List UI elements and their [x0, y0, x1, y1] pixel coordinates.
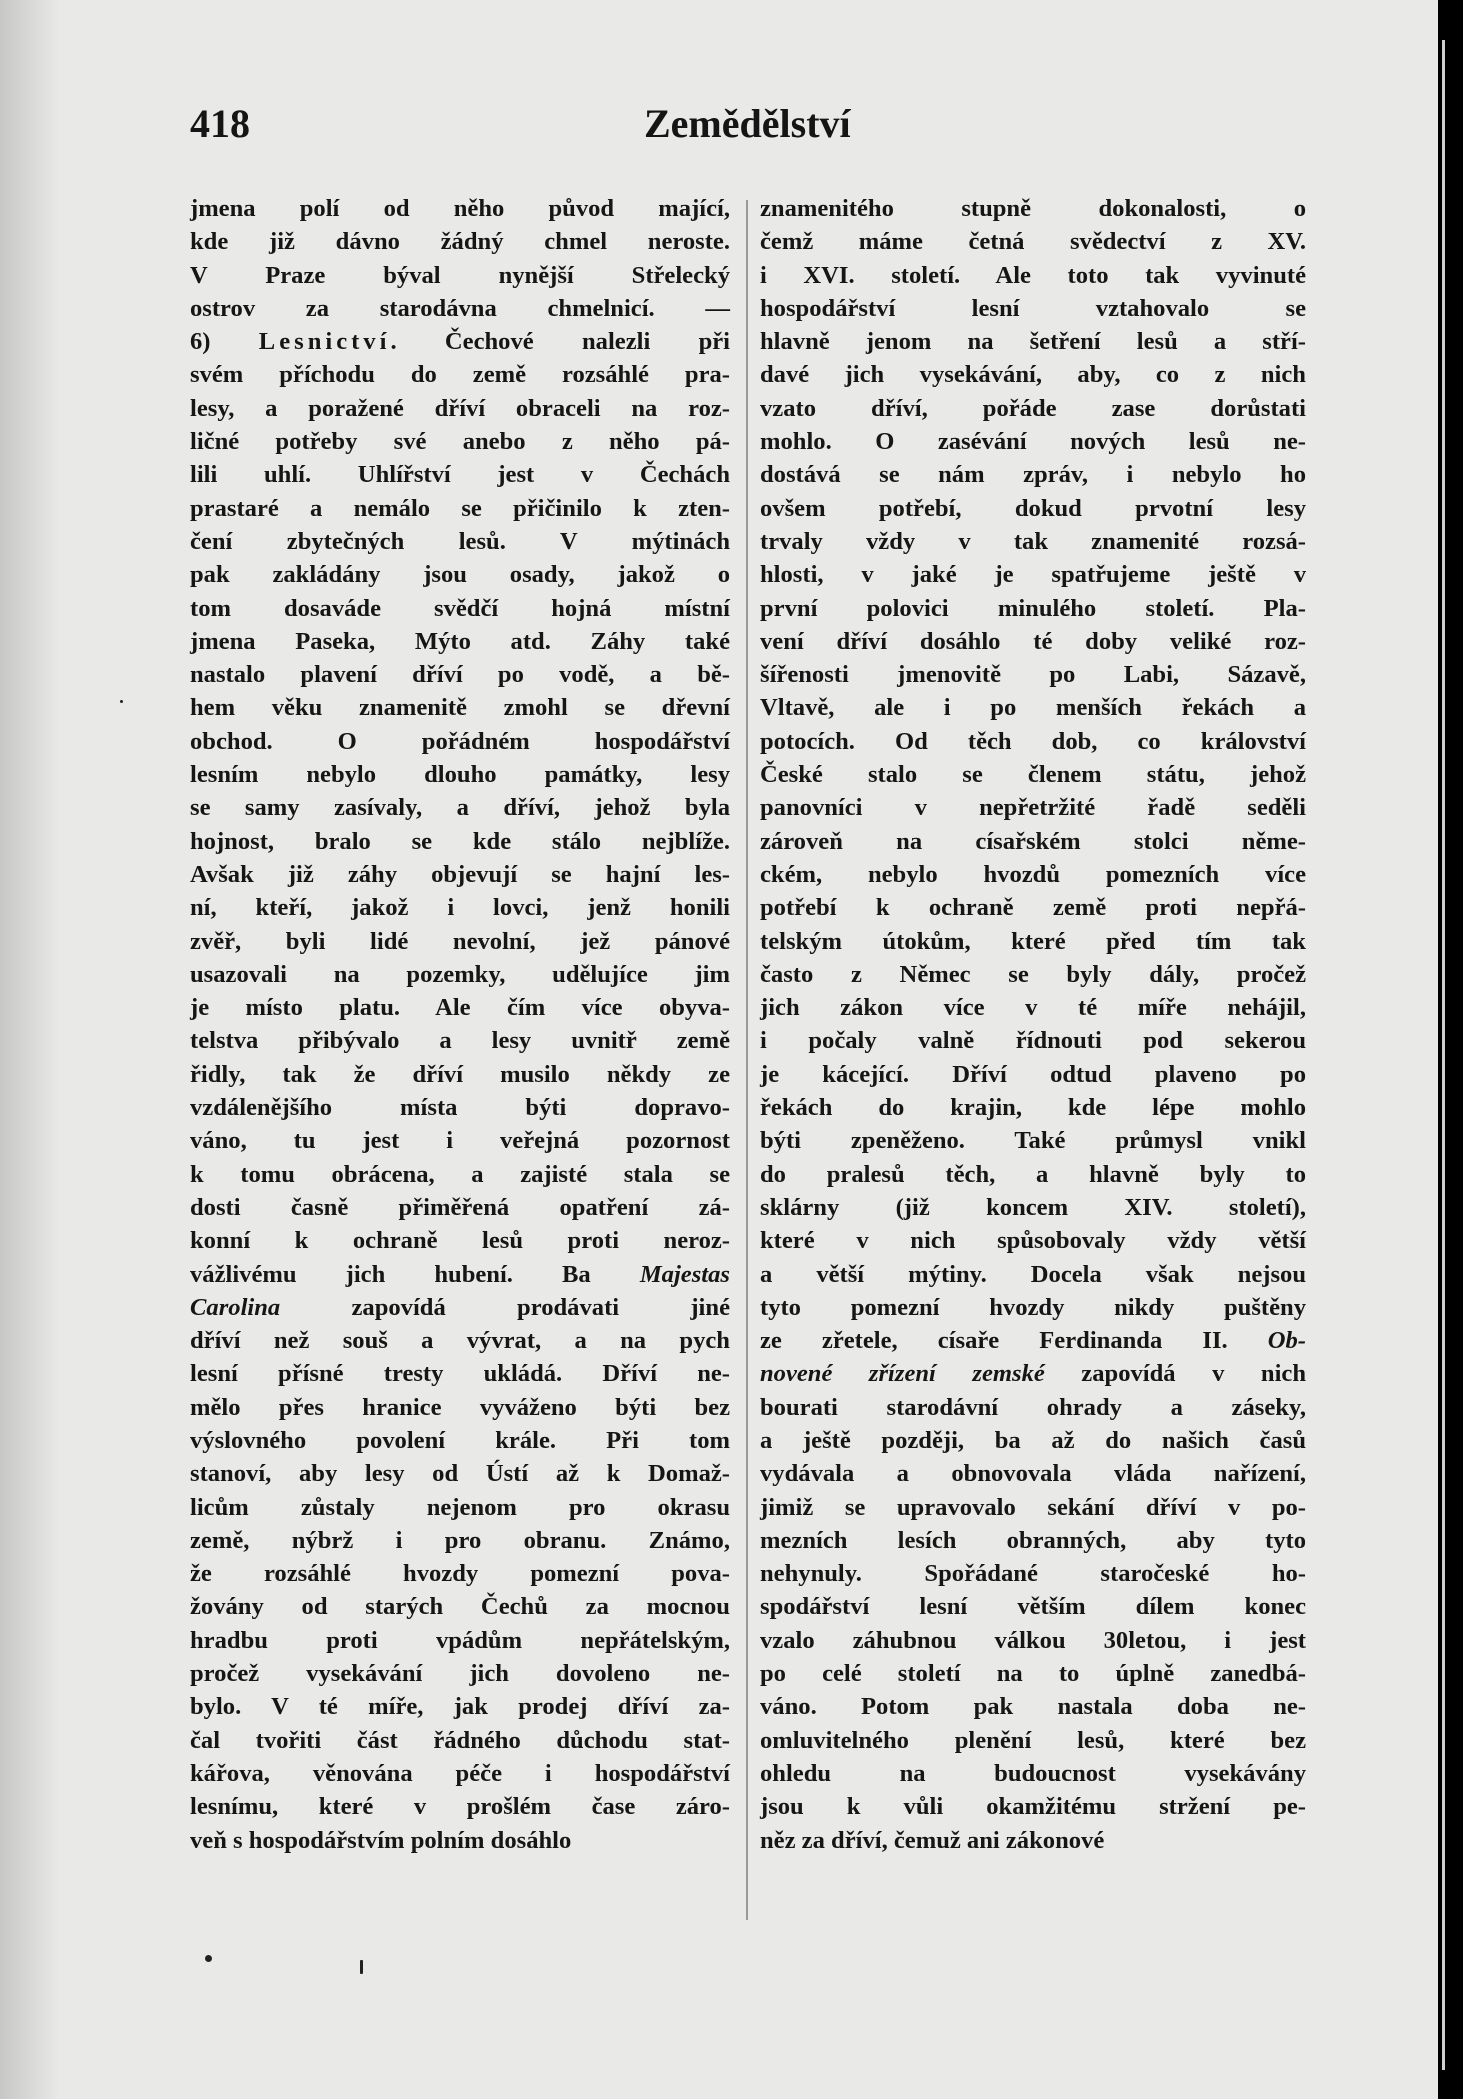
- text-line: čemž máme četná svědectví z XV.: [760, 228, 1306, 256]
- text-line: do pralesů těch, a hlavně byly to: [760, 1160, 1306, 1188]
- text-line: ze zřetele, císaře Ferdinanda II. Ob-: [760, 1327, 1306, 1355]
- page-edge-shadow: [0, 0, 60, 2099]
- text-line: kde již dávno žádný chmel neroste.: [190, 228, 730, 256]
- text-line: ličné potřeby své anebo z něho pá-: [190, 428, 730, 456]
- text-line: Vltavě, ale i po menších řekách a: [760, 694, 1306, 722]
- text-line: trvaly vždy v tak znamenité rozsá-: [760, 527, 1306, 555]
- scan-border: [1438, 0, 1463, 2099]
- text-line: k tomu obrácena, a zajisté stala se: [190, 1160, 730, 1188]
- text-line: bylo. V té míře, jak prodej dříví za-: [190, 1693, 730, 1721]
- text-line: obchod. O pořádném hospodářství: [190, 727, 730, 755]
- text-line: stanoví, aby lesy od Ústí až k Domaž-: [190, 1460, 730, 1488]
- text-line: konní k ochraně lesů proti neroz-: [190, 1227, 730, 1255]
- scan-speck: [360, 1960, 363, 1974]
- text-line: dříví než souš a vývrat, a na pych: [190, 1327, 730, 1355]
- text-line: je místo platu. Ale čím více obyva-: [190, 994, 730, 1022]
- text-line: veň s hospodářstvím polním dosáhlo: [190, 1826, 572, 1854]
- text-line: 6) Lesnictví. Čechové nalezli při: [190, 328, 731, 356]
- text-line: a ještě později, ba až do našich časů: [760, 1426, 1306, 1454]
- text-line: vzalo záhubnou válkou 30letou, i jest: [760, 1626, 1306, 1654]
- text-line: země, nýbrž i pro obranu. Známo,: [190, 1526, 730, 1554]
- text-line: ckém, nebylo hvozdů pomezních více: [760, 860, 1306, 888]
- scan-speck: [205, 1955, 212, 1962]
- text-line: nastalo plavení dříví po vodě, a bě-: [190, 661, 730, 689]
- text-line: hradbu proti vpádům nepřátelským,: [190, 1626, 730, 1654]
- text-line: Carolina zapovídá prodávati jiné: [190, 1293, 730, 1321]
- text-line: hospodářství lesní vztahovalo se: [760, 294, 1306, 322]
- text-line: telstva přibývalo a lesy uvnitř země: [190, 1027, 730, 1055]
- text-line: potřebí k ochraně země proti nepřá-: [760, 894, 1306, 922]
- text-line: telským útokům, které před tím tak: [760, 927, 1306, 955]
- text-line: hem věku znamenitě zmohl se dřevní: [190, 694, 730, 722]
- text-line: lesy, a poražené dříví obraceli na roz-: [190, 394, 730, 422]
- text-line: vzdálenějšího místa býti dopravo-: [190, 1094, 730, 1122]
- left-paragraph: [190, 192, 730, 1857]
- text-line: usazovali na pozemky, udělujíce jim: [190, 960, 730, 988]
- column-divider: [746, 200, 748, 1920]
- text-line: lili uhlí. Uhlířství jest v Čechách: [190, 461, 730, 489]
- text-line: zároveň na císařském stolci něme-: [760, 827, 1306, 855]
- text-line: sklárny (již koncem XIV. století),: [760, 1193, 1306, 1221]
- text-line: bourati starodávní ohrady a záseky,: [760, 1393, 1306, 1421]
- right-paragraph: [760, 192, 1306, 1857]
- text-line: omluvitelného plenění lesů, které bez: [760, 1726, 1306, 1754]
- text-line: potocích. Od těch dob, co království: [760, 727, 1306, 755]
- text-line: a větší mýtiny. Docela však nejsou: [760, 1260, 1306, 1288]
- text-line: čení zbytečných lesů. V mýtinách: [190, 527, 730, 555]
- text-line: V Praze býval nynější Střelecký: [190, 261, 730, 289]
- text-line: váno. Potom pak nastala doba ne-: [760, 1693, 1306, 1721]
- text-line: jimiž se upravovalo sekání dříví v po-: [760, 1493, 1306, 1521]
- text-line: zvěř, byli lidé nevolní, jež pánové: [190, 927, 730, 955]
- text-line: znamenitého stupně dokonalosti, o: [760, 195, 1306, 222]
- text-line: jmena Paseka, Mýto atd. Záhy také: [190, 627, 730, 655]
- text-line: řidly, tak že dříví musilo někdy ze: [190, 1060, 730, 1088]
- text-line: ní, kteří, jakož i lovci, jenž honili: [190, 894, 730, 922]
- text-line: lesním nebylo dlouho památky, lesy: [190, 761, 730, 789]
- text-line: se samy zasívaly, a dříví, jehož byla: [190, 794, 730, 822]
- running-title: Zemědělství: [644, 101, 851, 146]
- text-line: váno, tu jest i veřejná pozornost: [190, 1127, 730, 1155]
- text-line: žovány od starých Čechů za mocnou: [190, 1593, 730, 1621]
- text-line: spodářství lesní větším dílem konec: [760, 1593, 1306, 1621]
- text-line: vydávala a obnovovala vláda nařízení,: [760, 1460, 1306, 1488]
- text-line: nehynuly. Spořádané staročeské ho-: [760, 1560, 1306, 1588]
- text-line: něz za dříví, čemuž ani zákonové: [760, 1826, 1105, 1854]
- text-line: prastaré a nemálo se přičinilo k zten-: [190, 494, 730, 522]
- text-line: často z Němec se byly dály, pročež: [760, 960, 1306, 988]
- text-line: lesnímu, které v prošlém čase záro-: [190, 1793, 730, 1821]
- text-line: vážlivému jich hubení. Ba Majestas: [190, 1260, 730, 1288]
- text-line: pak zakládány jsou osady, jakož o: [190, 561, 730, 589]
- text-line: kářova, věnována péče i hospodářství: [190, 1759, 730, 1787]
- scan-speck: [120, 700, 123, 703]
- text-line: řekách do krajin, kde lépe mohlo: [760, 1094, 1306, 1122]
- right-text-column: [760, 192, 1306, 1857]
- page-header: [190, 100, 1300, 160]
- text-line: vení dříví dosáhlo té doby veliké roz-: [760, 627, 1306, 655]
- text-line: ovšem potřebí, dokud prvotní lesy: [760, 494, 1306, 522]
- text-line: ohledu na budoucnost vysekávány: [760, 1759, 1306, 1787]
- text-line: že rozsáhlé hvozdy pomezní pova-: [190, 1560, 730, 1588]
- text-line: jsou k vůli okamžitému stržení pe-: [760, 1793, 1306, 1821]
- text-line: panovníci v nepřetržité řadě seděli: [760, 794, 1306, 822]
- text-line: tom dosaváde svědčí hojná místní: [190, 594, 730, 622]
- text-line: lesní přísné tresty ukládá. Dříví ne-: [190, 1360, 730, 1388]
- text-line: hlosti, v jaké je spatřujeme ještě v: [760, 561, 1306, 589]
- text-line: hlavně jenom na šetření lesů a stří-: [760, 328, 1306, 356]
- scan-border-line: [1442, 40, 1445, 2070]
- text-line: novené zřízení zemské zapovídá v nich: [760, 1360, 1307, 1388]
- text-line: mezních lesích obranných, aby tyto: [760, 1526, 1306, 1554]
- text-line: davé jich vysekávání, aby, co z nich: [760, 361, 1306, 389]
- text-line: pročež vysekávání jich dovoleno ne-: [190, 1660, 730, 1688]
- text-line: šířenosti jmenovitě po Labi, Sázavě,: [760, 661, 1306, 689]
- text-line: býti zpeněženo. Také průmysl vnikl: [760, 1127, 1306, 1155]
- text-line: i XVI. století. Ale toto tak vyvinuté: [760, 261, 1306, 289]
- text-line: které v nich spůsobovaly vždy větší: [760, 1227, 1306, 1255]
- text-line: mohlo. O zasévání nových lesů ne-: [760, 428, 1306, 456]
- text-line: Avšak již záhy objevují se hajní les-: [190, 860, 730, 888]
- text-line: první polovici minulého století. Pla-: [760, 594, 1306, 622]
- text-line: výslovného povolení krále. Při tom: [190, 1426, 730, 1454]
- text-line: po celé století na to úplně zanedbá-: [760, 1660, 1306, 1688]
- text-line: vzato dříví, pořáde zase dorůstati: [760, 394, 1306, 422]
- text-line: čal tvořiti část řádného důchodu stat-: [190, 1726, 730, 1754]
- text-line: dostává se nám zpráv, i nebylo ho: [760, 461, 1306, 489]
- text-line: tyto pomezní hvozdy nikdy puštěny: [760, 1293, 1306, 1321]
- text-line: je kácející. Dříví odtud plaveno po: [760, 1060, 1306, 1088]
- text-line: mělo přes hranice vyváženo býti bez: [190, 1393, 730, 1421]
- text-line: hojnost, bralo se kde stálo nejblíže.: [190, 827, 730, 855]
- text-line: České stalo se členem státu, jehož: [760, 761, 1306, 789]
- text-line: jmena polí od něho původ mající,: [190, 195, 730, 222]
- text-line: svém příchodu do země rozsáhlé pra-: [190, 361, 730, 389]
- left-text-column: [190, 192, 730, 1857]
- text-line: i počaly valně řídnouti pod sekerou: [760, 1027, 1306, 1055]
- text-line: dosti časně přiměřená opatření zá-: [190, 1193, 730, 1221]
- text-line: licům zůstaly nejenom pro okrasu: [190, 1493, 730, 1521]
- text-line: ostrov za starodávna chmelnicí. —: [190, 294, 730, 322]
- page-number: 418: [190, 101, 250, 146]
- text-line: jich zákon více v té míře nehájil,: [760, 994, 1306, 1022]
